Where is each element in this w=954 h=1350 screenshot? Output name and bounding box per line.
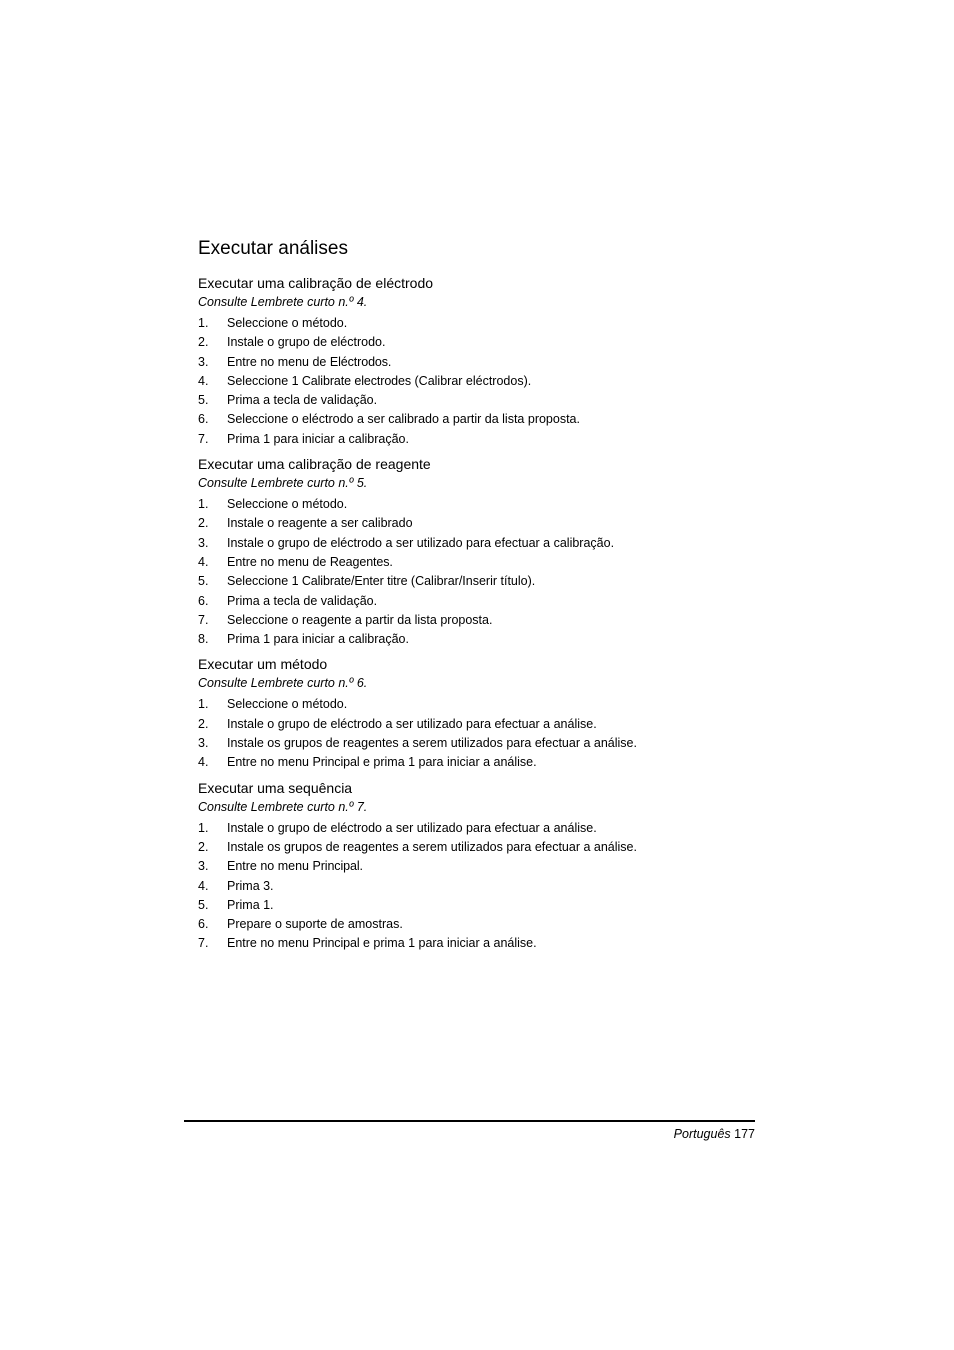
step-text-part: para iniciar a análise. xyxy=(415,936,537,951)
step-text-part: Prima xyxy=(227,431,264,446)
step-item xyxy=(198,838,758,857)
step-text-part: Seleccione xyxy=(227,574,292,589)
step-text-part: Instale o grupo de eléctrodo a ser utilizado para efectuar a análise. xyxy=(227,820,597,835)
step-text xyxy=(227,611,492,630)
step-text xyxy=(227,857,363,876)
section xyxy=(198,778,758,954)
step-text-part: Seleccione o método. xyxy=(227,697,348,712)
step-number: 3. xyxy=(198,859,209,874)
step-text xyxy=(227,734,637,753)
step-item xyxy=(198,896,758,915)
step-number: 6. xyxy=(198,917,209,932)
step-keyword: 1 Calibrate electrodes xyxy=(291,373,412,388)
step-number: 7. xyxy=(198,936,209,951)
step-item xyxy=(198,572,758,591)
step-item xyxy=(198,857,758,876)
step-text-part: Entre no menu de xyxy=(227,354,330,369)
step-text xyxy=(227,819,597,838)
step-item xyxy=(198,734,758,753)
step-number: 6. xyxy=(198,412,209,427)
step-list xyxy=(198,314,758,449)
step-item xyxy=(198,715,758,734)
step-number: 2. xyxy=(198,516,209,531)
step-text-part: e prima xyxy=(359,755,409,770)
step-text-part: Instale o grupo de eléctrodo. xyxy=(227,335,386,350)
step-text xyxy=(227,695,347,714)
step-number: 4. xyxy=(198,373,209,388)
step-text-part: Instale o grupo de eléctrodo a ser utilizado para efectuar a análise. xyxy=(227,716,597,731)
step-text xyxy=(227,715,597,734)
step-text-part: para iniciar a calibração. xyxy=(269,431,409,446)
step-number: 8. xyxy=(198,632,209,647)
step-text-part: e prima xyxy=(359,936,409,951)
step-number: 5. xyxy=(198,897,209,912)
step-number: 4. xyxy=(198,878,209,893)
step-number: 1. xyxy=(198,820,209,835)
step-list xyxy=(198,695,758,772)
step-text-part: Instale os grupos de reagentes a serem utilizados para efectuar a análise. xyxy=(227,839,637,854)
step-text xyxy=(227,896,273,915)
step-item xyxy=(198,877,758,896)
step-text-part: . xyxy=(359,859,363,874)
step-text xyxy=(227,353,391,372)
step-item xyxy=(198,915,758,934)
step-number: 4. xyxy=(198,554,209,569)
footer-language: Português xyxy=(673,1127,731,1141)
step-number: 5. xyxy=(198,574,209,589)
step-number: 6. xyxy=(198,593,209,608)
section-heading: Executar uma calibração de reagente xyxy=(198,456,431,473)
step-item xyxy=(198,592,758,611)
step-text-part: Entre no menu xyxy=(227,936,313,951)
step-text-part: Instale o grupo de eléctrodo a ser utilizado para efectuar a calibração. xyxy=(227,535,615,550)
step-list xyxy=(198,495,758,649)
step-text-part: Prima xyxy=(227,897,264,912)
step-number: 1. xyxy=(198,697,209,712)
section xyxy=(198,654,758,772)
step-text-part: Seleccione xyxy=(227,373,292,388)
step-number: 3. xyxy=(198,736,209,751)
step-text-part: Instale os grupos de reagentes a serem utilizados para efectuar a análise. xyxy=(227,736,637,751)
step-text xyxy=(227,553,393,572)
page-footer xyxy=(674,1126,755,1142)
step-number: 2. xyxy=(198,335,209,350)
step-text xyxy=(227,514,413,533)
step-number: 4. xyxy=(198,755,209,770)
step-keyword: Eléctrodos xyxy=(329,354,388,369)
step-text-part: Entre no menu de xyxy=(227,554,330,569)
step-text-part: . xyxy=(269,897,274,912)
section-heading: Executar uma calibração de eléctrodo xyxy=(198,275,434,291)
step-text xyxy=(227,592,377,611)
step-item xyxy=(198,314,758,333)
step-item xyxy=(198,372,758,391)
step-text xyxy=(227,572,535,591)
section-reference: Consulte Lembrete curto n.º 5. xyxy=(198,476,368,491)
step-keyword: 3 xyxy=(263,878,270,893)
step-keyword: Principal xyxy=(312,936,360,951)
step-keyword: 1 xyxy=(408,936,416,951)
step-text xyxy=(227,934,537,953)
section-reference: Consulte Lembrete curto n.º 7. xyxy=(198,799,368,814)
section-reference: Consulte Lembrete curto n.º 4. xyxy=(198,295,368,309)
page-title: Executar análises xyxy=(198,238,348,259)
step-keyword: 1 xyxy=(263,431,270,446)
step-keyword: Reagentes xyxy=(329,554,390,569)
step-number: 3. xyxy=(198,535,209,550)
step-keyword: Principal xyxy=(312,859,360,874)
step-text-part: Prima a tecla de validação. xyxy=(227,593,378,608)
step-text xyxy=(227,333,385,352)
step-item xyxy=(198,430,758,449)
step-text-part: Seleccione o método. xyxy=(227,316,348,330)
step-text xyxy=(227,753,537,772)
step-text xyxy=(227,314,347,333)
page-number: 177 xyxy=(734,1127,755,1141)
step-item xyxy=(198,495,758,514)
sections xyxy=(198,273,758,954)
step-item xyxy=(198,934,758,953)
step-text-part: Entre no menu xyxy=(227,859,313,874)
step-number: 5. xyxy=(198,393,209,408)
step-text xyxy=(227,430,409,449)
step-item xyxy=(198,695,758,714)
step-list xyxy=(198,819,758,954)
step-item xyxy=(198,410,758,429)
step-item xyxy=(198,630,758,649)
step-keyword: 1 xyxy=(263,632,270,647)
step-text xyxy=(227,838,637,857)
step-text xyxy=(227,495,347,514)
step-item xyxy=(198,514,758,533)
step-item xyxy=(198,534,758,553)
step-keyword: Principal xyxy=(312,755,360,770)
step-text-part: Seleccione o reagente a partir da lista proposta. xyxy=(227,612,493,627)
step-text-part: Prepare o suporte de amostras. xyxy=(227,917,403,932)
section-heading: Executar uma sequência xyxy=(198,779,353,796)
step-number: 1. xyxy=(198,316,209,330)
step-text-part: (Calibrar eléctrodos). xyxy=(411,373,532,388)
step-keyword: 1 xyxy=(263,897,270,912)
step-number: 2. xyxy=(198,716,209,731)
step-number: 2. xyxy=(198,839,209,854)
step-item xyxy=(198,391,758,410)
step-keyword: 1 Calibrate/Enter titre xyxy=(291,574,408,589)
step-text-part: Prima a tecla de validação. xyxy=(227,393,378,408)
page-content xyxy=(198,236,758,959)
step-text-part: Prima xyxy=(227,632,264,647)
step-text-part: . xyxy=(389,554,393,569)
step-item xyxy=(198,333,758,352)
step-text xyxy=(227,630,409,649)
step-text-part: (Calibrar/Inserir título). xyxy=(407,574,536,589)
section-heading: Executar um método xyxy=(198,656,328,673)
step-item xyxy=(198,611,758,630)
step-text-part: Prima xyxy=(227,878,264,893)
step-text xyxy=(227,534,614,553)
step-text-part: Entre no menu xyxy=(227,755,313,770)
step-number: 7. xyxy=(198,612,209,627)
step-item xyxy=(198,819,758,838)
step-item xyxy=(198,353,758,372)
step-text xyxy=(227,391,377,410)
step-text xyxy=(227,915,403,934)
footer-divider xyxy=(184,1120,755,1122)
step-item xyxy=(198,753,758,772)
step-text xyxy=(227,877,273,896)
step-text-part: . xyxy=(269,878,274,893)
step-text-part: . xyxy=(387,354,392,369)
step-number: 7. xyxy=(198,431,209,446)
step-text-part: para iniciar a análise. xyxy=(415,755,537,770)
step-text-part: Seleccione o eléctrodo a ser calibrado a partir da lista proposta. xyxy=(227,412,580,427)
step-number: 1. xyxy=(198,497,209,512)
step-text xyxy=(227,410,580,429)
step-item xyxy=(198,553,758,572)
step-text-part: para iniciar a calibração. xyxy=(269,632,409,647)
step-text-part: Instale o reagente a ser calibrado xyxy=(227,516,413,531)
step-keyword: 1 xyxy=(408,755,416,770)
section xyxy=(198,273,758,449)
section-reference: Consulte Lembrete curto n.º 6. xyxy=(198,676,368,691)
step-number: 3. xyxy=(198,354,209,369)
step-text-part: Seleccione o método. xyxy=(227,497,348,512)
section xyxy=(198,454,758,649)
step-text xyxy=(227,372,531,391)
